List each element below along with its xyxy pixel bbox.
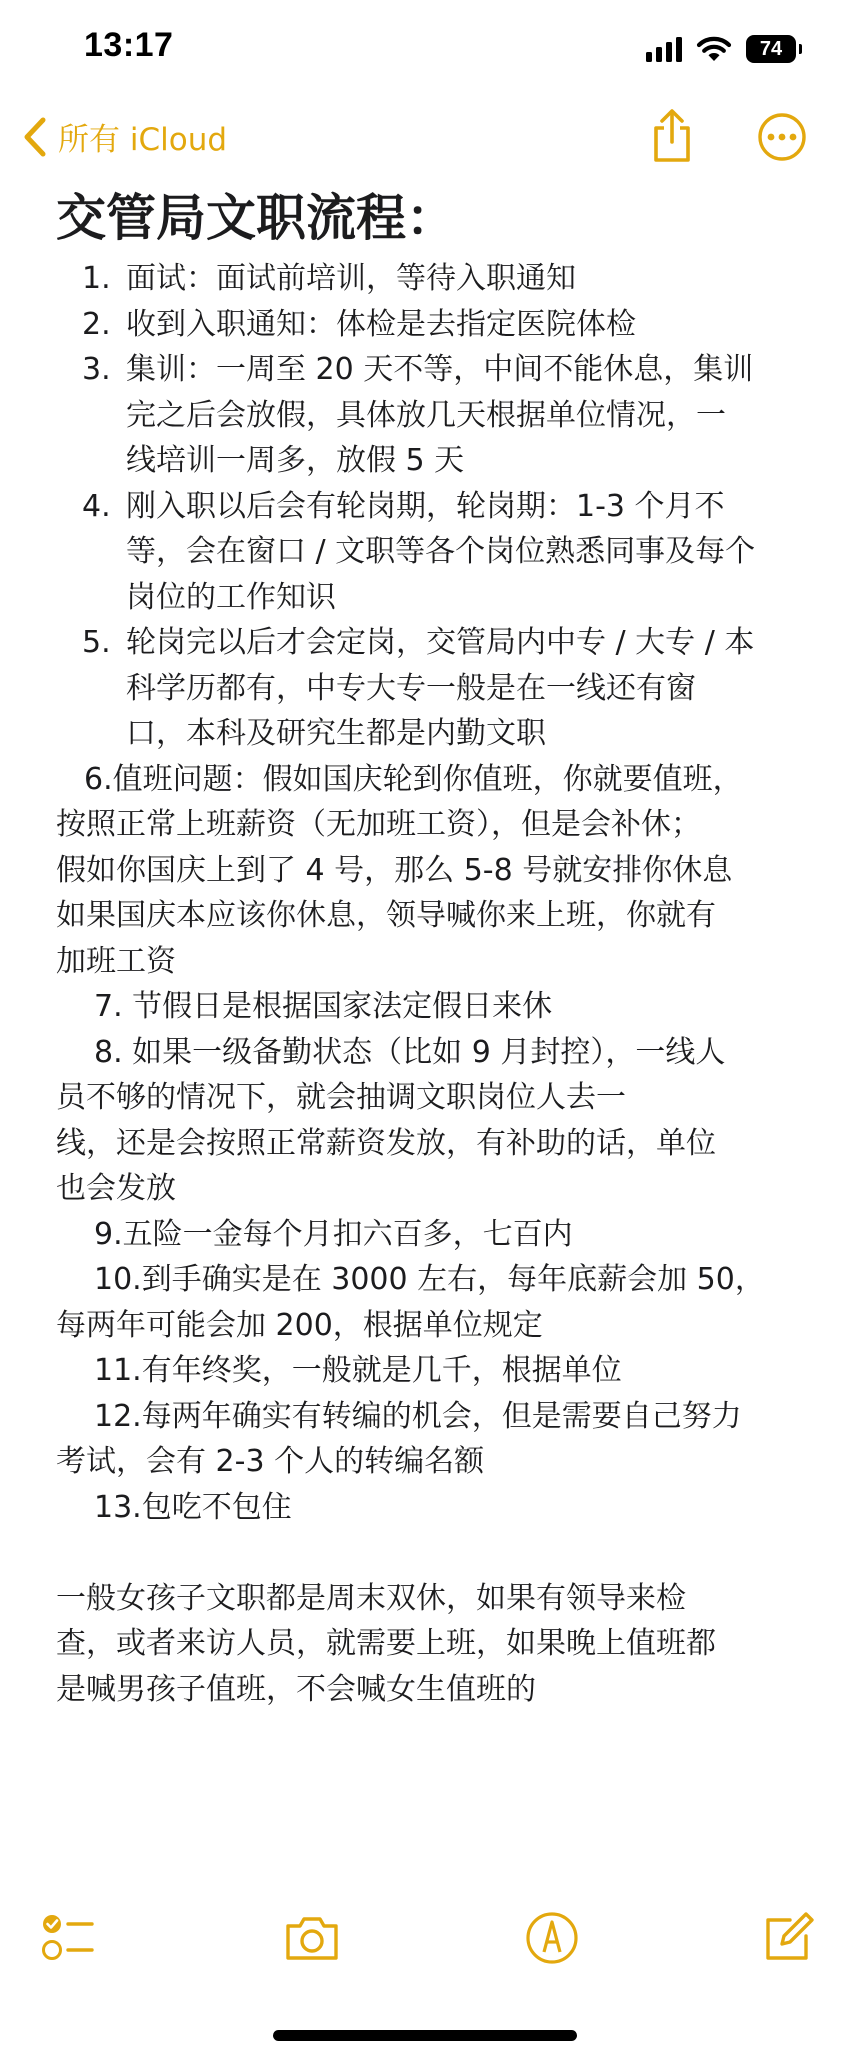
list-item — [56, 484, 796, 621]
paragraph-line: 也会发放 — [56, 1171, 176, 1206]
back-label: 所有 iCloud — [58, 122, 228, 158]
note-paragraph — [56, 1485, 796, 1531]
paragraph-line: 如果国庆本应该你休息，领导喊你来上班，你就有 — [56, 898, 716, 933]
nav-bar — [0, 100, 850, 180]
note-paragraph — [56, 757, 796, 985]
note-paragraph — [56, 984, 796, 1030]
note-paragraph — [56, 1212, 796, 1258]
list-line: 等，会在窗口 / 文职等各个岗位熟悉同事及每个 — [126, 534, 756, 569]
list-line: 岗位的工作知识 — [126, 579, 336, 615]
numbered-list — [56, 256, 796, 757]
note-paragraph — [56, 1394, 796, 1485]
paragraph-line: 按照正常上班薪资（无加班工资），但是会补休； — [56, 807, 701, 842]
cellular-signal-icon — [646, 36, 682, 62]
note-paragraph — [56, 1257, 796, 1348]
paragraph-line: 12.每两年确实有转编的机会，但是需要自己努力 — [94, 1398, 742, 1434]
paragraph-line: 8. 如果一级备勤状态（比如 9 月封控），一线人 — [94, 1034, 726, 1070]
back-button[interactable] — [22, 114, 227, 159]
battery-level: 74 — [759, 37, 783, 60]
checklist-icon[interactable] — [40, 1910, 96, 1966]
paragraph-line: 每两年可能会加 200，根据单位规定 — [56, 1307, 543, 1343]
paragraph-line: 假如你国庆上到了 4 号，那么 5-8 号就安排你休息 — [56, 852, 733, 888]
paragraph-line: 是喊男孩子值班，不会喊女生值班的 — [56, 1671, 536, 1707]
list-item — [56, 347, 796, 484]
paragraph-line: 13.包吃不包住 — [94, 1489, 292, 1525]
markup-pen-icon[interactable] — [524, 1910, 580, 1966]
paragraph-line: 6.值班问题：假如国庆轮到你值班，你就要值班， — [84, 761, 743, 797]
blank-line — [56, 1530, 796, 1576]
list-number: 3. — [82, 352, 111, 387]
list-number: 4. — [82, 488, 111, 524]
list-line: 面试：面试前培训，等待入职通知 — [126, 261, 576, 296]
list-item — [56, 620, 796, 757]
paragraph-line: 员不够的情况下，就会抽调文职岗位人去一 — [56, 1080, 626, 1115]
list-number: 5. — [82, 625, 111, 660]
list-line: 科学历都有，中专大专一般是在一线还有窗 — [126, 670, 696, 706]
paragraph-line: 查，或者来访人员，就需要上班，如果晚上值班都 — [56, 1626, 716, 1661]
status-time: 13:17 — [84, 26, 174, 64]
note-paragraph — [56, 1030, 796, 1212]
paragraph-line: 一般女孩子文职都是周末双休，如果有领导来检 — [56, 1580, 686, 1616]
share-icon[interactable] — [649, 108, 695, 164]
paragraph-line: 11.有年终奖，一般就是几千，根据单位 — [94, 1353, 622, 1388]
list-line: 轮岗完以后才会定岗，交管局内中专 / 大专 / 本 — [126, 625, 755, 660]
wifi-icon — [696, 35, 732, 63]
battery-icon — [746, 35, 796, 63]
bottom-toolbar — [0, 1910, 850, 2000]
camera-icon[interactable] — [282, 1910, 342, 1966]
paragraph-line: 考试，会有 2-3 个人的转编名额 — [56, 1444, 485, 1479]
compose-icon[interactable] — [760, 1910, 816, 1966]
note-body[interactable] — [56, 180, 796, 1712]
chevron-left-icon — [22, 116, 48, 158]
paragraph-line: 加班工资 — [56, 943, 176, 979]
list-number: 1. — [82, 261, 111, 296]
closing-paragraph — [56, 1576, 796, 1713]
home-indicator[interactable] — [273, 2030, 577, 2041]
list-item — [56, 302, 796, 348]
list-line: 口，本科及研究生都是内勤文职 — [126, 716, 546, 751]
paragraph-line: 7. 节假日是根据国家法定假日来休 — [94, 989, 553, 1024]
list-line: 线培训一周多，放假 5 天 — [126, 443, 465, 478]
more-icon[interactable] — [757, 112, 807, 162]
paragraph-line: 10.到手确实是在 3000 左右，每年底薪会加 50， — [94, 1262, 765, 1297]
list-line: 完之后会放假，具体放几天根据单位情况，一 — [126, 397, 726, 433]
paragraph-line: 9.五险一金每个月扣六百多，七百内 — [94, 1216, 573, 1252]
list-line: 刚入职以后会有轮岗期，轮岗期：1-3 个月不 — [126, 488, 725, 524]
paragraph-line: 线，还是会按照正常薪资发放，有补助的话，单位 — [56, 1125, 716, 1161]
note-title: 交管局文职流程： — [56, 189, 456, 247]
list-line: 收到入职通知：体检是去指定医院体检 — [126, 306, 636, 342]
list-line: 集训：一周至 20 天不等，中间不能休息，集训 — [126, 352, 754, 387]
status-icons — [646, 32, 796, 66]
status-bar — [0, 0, 850, 100]
note-paragraph — [56, 1348, 796, 1394]
list-item — [56, 256, 796, 302]
list-number: 2. — [82, 306, 111, 342]
